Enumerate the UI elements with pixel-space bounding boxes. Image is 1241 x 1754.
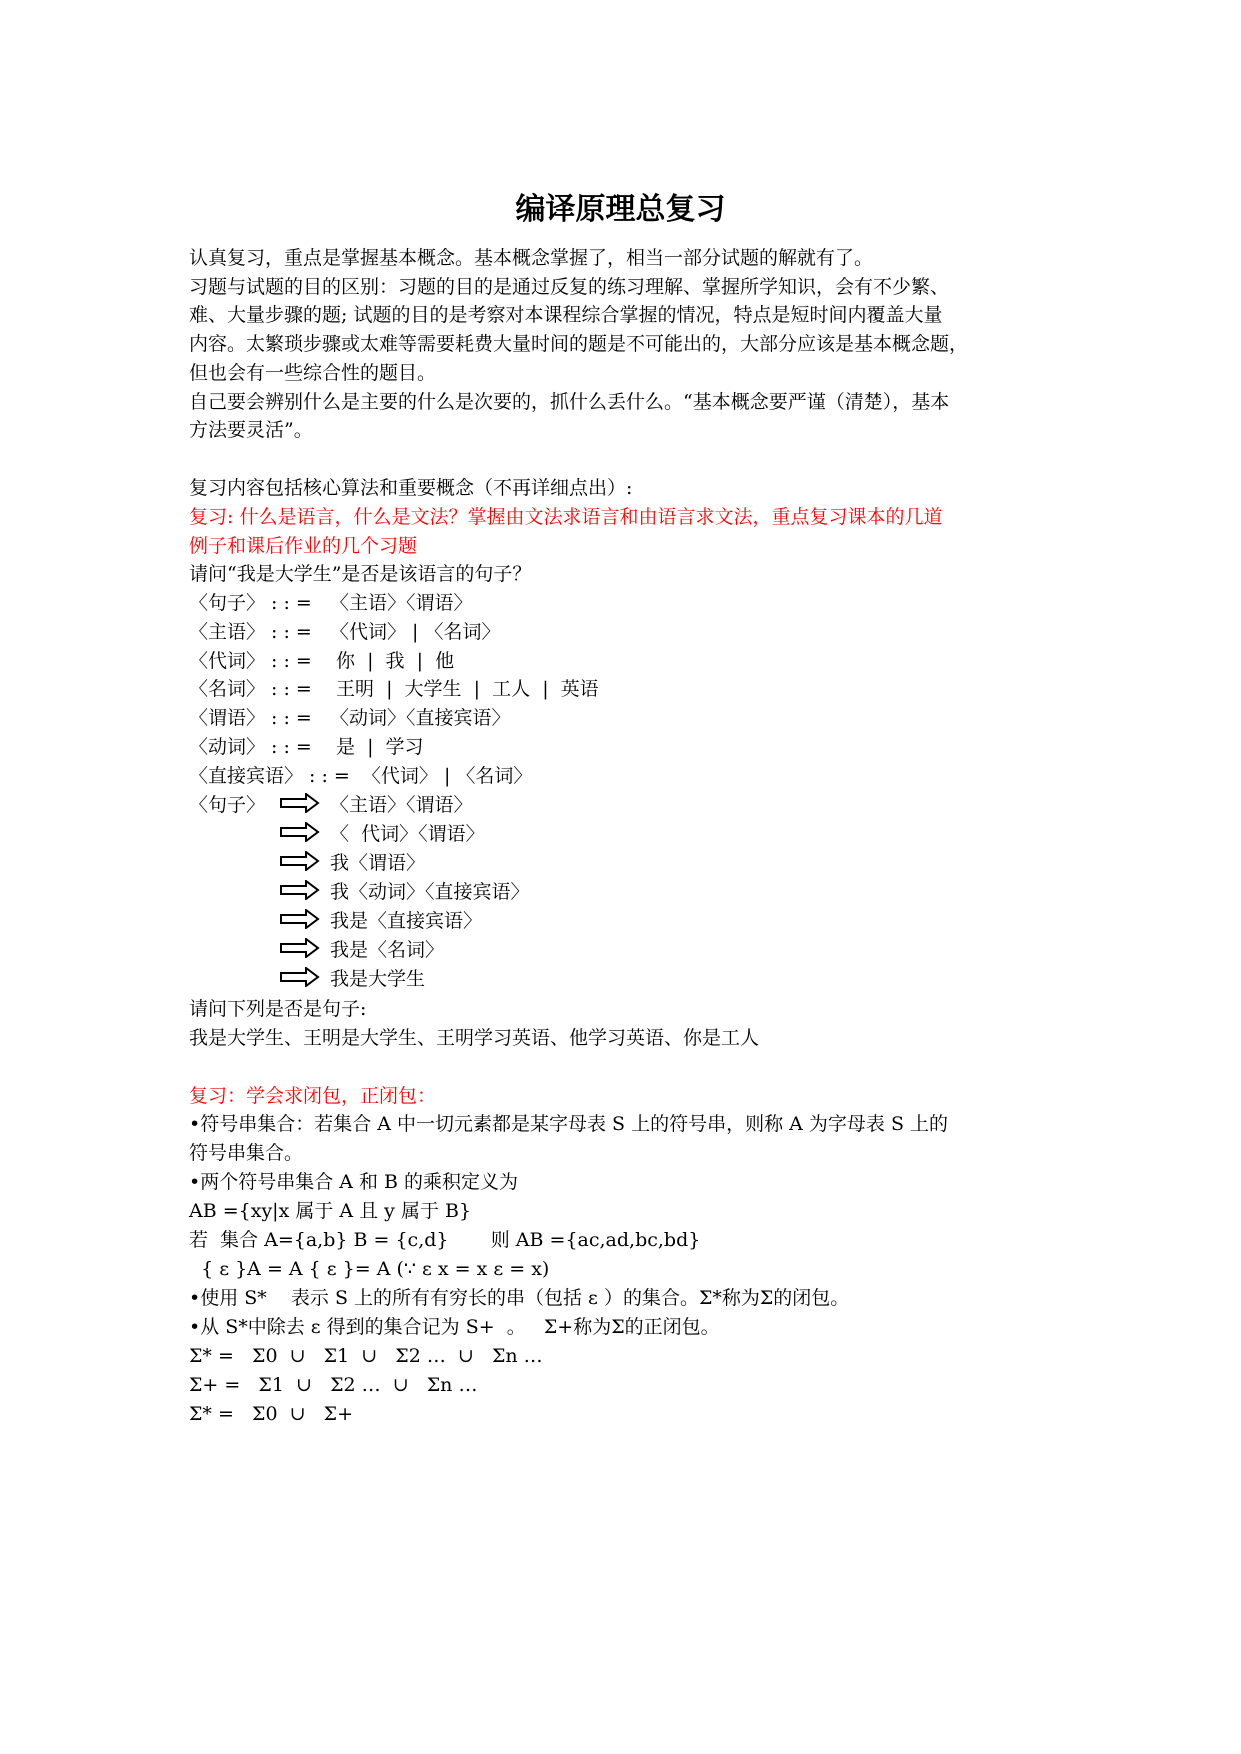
section1-heading: 复习: 什么是语言，什么是文法？掌握由文法求语言和由语言求文法，重点复习课本的几道 [189,506,943,528]
intro-line: 自己要会辨别什么是主要的什么是次要的，抓什么丢什么。“基本概念要严谨（清楚），基本 [189,391,950,413]
grammar-rule: 〈名词〉 : : = 王明 | 大学生 | 工人 | 英语 [189,678,599,700]
grammar-rule: 〈主语〉 : : = 〈代词〉 | 〈名词〉 [189,621,501,643]
intro-line: 方法要灵活”。 [189,419,313,441]
sentence-list: 我是大学生、王明是大学生、王明学习英语、他学习英语、你是工人 [189,1027,760,1049]
closure-line: •两个符号串集合 A 和 B 的乘积定义为 [189,1171,519,1193]
derives-arrow-icon [280,851,320,871]
derivation-step: 我是〈名词〉 [330,939,445,961]
page-title: 编译原理总复习 [515,192,726,227]
closure-line: 若 集合 A={a,b} B = {c,d} 则 AB ={ac,ad,bc,bd} [189,1229,701,1251]
closure-line: •从 S*中除去 ε 得到的集合记为 S+ 。 Σ+称为Σ的正闭包。 [189,1316,720,1338]
intro-line: 习题与试题的目的区别：习题的目的是通过反复的练习理解、掌握所学知识，会有不少繁、 [189,276,950,298]
closure-line: { ε }A = A { ε }= A (∵ ε x = x ε = x) [189,1258,550,1280]
derivation-start: 〈句子〉 [189,794,266,816]
grammar-rule: 〈动词〉 : : = 是 | 学习 [189,736,424,758]
closure-formula: Σ+ = Σ1 ∪ Σ2 … ∪ Σn … [189,1374,478,1396]
question: 请问“我是大学生”是否是该语言的句子？ [189,563,532,585]
derivation-step: 我〈谓语〉 [330,852,426,874]
derives-arrow-icon [280,822,320,842]
grammar-rule: 〈句子〉 : : = 〈主语〉〈谓语〉 [189,592,473,614]
closure-line: AB ={xy|x 属于 A 且 y 属于 B} [189,1200,472,1222]
grammar-rule: 〈谓语〉 : : = 〈动词〉〈直接宾语〉 [189,707,511,729]
derives-arrow-icon [280,793,320,813]
closure-formula: Σ* = Σ0 ∪ Σ+ [189,1403,354,1425]
derivation-step: 〈主语〉〈谓语〉 [330,794,473,816]
derivation-step: 我〈动词〉〈直接宾语〉 [330,881,530,903]
derives-arrow-icon [280,938,320,958]
grammar-rule: 〈直接宾语〉 : : = 〈代词〉 | 〈名词〉 [189,765,533,787]
derivation-step: 〈 代词〉〈谓语〉 [330,823,485,845]
intro-line: 但也会有一些综合性的题目。 [189,362,437,384]
grammar-rule: 〈代词〉 : : = 你 | 我 | 他 [189,650,455,672]
review-intro: 复习内容包括核心算法和重要概念（不再详细点出）: [189,477,633,499]
question2: 请问下列是否是句子: [189,998,367,1020]
derives-arrow-icon [280,880,320,900]
intro-line: 认真复习，重点是掌握基本概念。基本概念掌握了，相当一部分试题的解就有了。 [189,247,874,269]
derives-arrow-icon [280,967,320,987]
closure-line: •符号串集合：若集合 A 中一切元素都是某字母表 S 上的符号串，则称 A 为字母表 S 上的 [189,1113,949,1135]
derivation-step: 我是〈直接宾语〉 [330,910,483,932]
derivation-step: 我是大学生 [330,968,426,990]
intro-line: 难、大量步骤的题; 试题的目的是考察对本课程综合掌握的情况，特点是短时间内覆盖大量 [189,304,943,326]
section1-heading: 例子和课后作业的几个习题 [189,535,418,557]
section2-heading: 复习：学会求闭包，正闭包： [189,1085,437,1107]
closure-line: •使用 S* 表示 S 上的所有有穷长的串（包括 ε ）的集合。Σ*称为Σ的闭包。 [189,1287,850,1309]
derives-arrow-icon [280,909,320,929]
intro-line: 内容。太繁琐步骤或太难等需要耗费大量时间的题是不可能出的，大部分应该是基本概念题， [189,333,969,355]
closure-line: 符号串集合。 [189,1142,304,1164]
closure-formula: Σ* = Σ0 ∪ Σ1 ∪ Σ2 … ∪ Σn … [189,1345,543,1367]
